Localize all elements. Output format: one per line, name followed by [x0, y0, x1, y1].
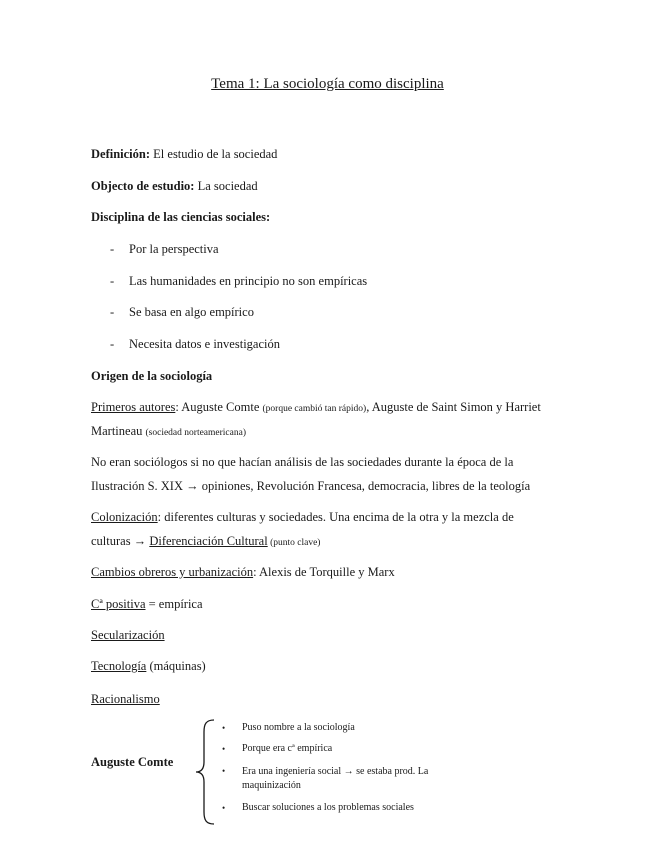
comte-item-3a: Era una ingeniería social — [242, 766, 342, 777]
disciplina-label: Disciplina de las ciencias sociales: — [91, 210, 271, 224]
bullet-icon: • — [222, 803, 226, 813]
colonizacion-line2 — [91, 534, 320, 549]
no-eran-line2 — [91, 479, 530, 494]
comte-item-1: Puso nombre a la sociología — [242, 722, 355, 733]
no-eran-text2: opiniones, Revolución Francesa, democracia, libres de la teología — [198, 479, 531, 493]
primeros-text3: Martineau — [91, 424, 146, 438]
list-item — [0, 242, 655, 258]
origen-heading — [91, 369, 212, 384]
primeros-text1: : Auguste Comte — [175, 400, 263, 414]
racionalismo: Racionalismo — [91, 692, 160, 706]
comte-item-3 — [242, 766, 428, 777]
primeros-text2: , Auguste de Saint Simon y Harriet — [366, 400, 541, 414]
arrow-icon: → — [343, 766, 354, 777]
list-item-text: Las humanidades en principio no son empíricas — [129, 274, 368, 288]
brace-icon — [194, 718, 218, 826]
primeros-note2: (sociedad norteamericana) — [145, 428, 246, 438]
colonizacion-text2: culturas — [91, 534, 134, 548]
primeros-note1: (porque cambió tan rápido) — [262, 404, 367, 414]
page-title: Tema 1: La sociología como disciplina — [211, 76, 444, 92]
dash-marker: - — [110, 274, 115, 288]
definicion — [91, 147, 277, 162]
primeros-label: Primeros autores — [91, 400, 176, 414]
arrow-icon: → — [186, 479, 199, 493]
comte-label-text: Auguste Comte — [91, 755, 174, 769]
cambios-label: Cambios obreros y urbanización — [91, 565, 254, 579]
comte-item-3c: maquinización — [242, 780, 301, 791]
definicion-label: Definición: — [91, 147, 151, 161]
tecnologia-label: Tecnología — [91, 659, 147, 673]
cambios-text: : Alexis de Torquille y Marx — [253, 565, 395, 579]
bullet-icon: • — [222, 766, 226, 776]
dash-marker: - — [110, 337, 115, 351]
disciplina-heading — [91, 210, 270, 225]
objecto-text: La sociedad — [194, 179, 258, 193]
bullet-icon: • — [222, 723, 226, 733]
comte-label — [91, 755, 173, 770]
objecto-label: Objecto de estudio: — [91, 179, 195, 193]
cpositiva-text: = empírica — [145, 597, 203, 611]
list-item — [0, 305, 655, 321]
cambios — [91, 565, 395, 580]
list-item-text: Necesita datos e investigación — [129, 337, 280, 351]
secularizacion: Secularización — [91, 628, 165, 642]
bullet-icon: • — [222, 744, 226, 754]
cpositiva — [91, 597, 203, 612]
primeros-line1 — [91, 400, 541, 415]
comte-item-4: Buscar soluciones a los problemas sociales — [242, 802, 414, 813]
list-item-text: Se basa en algo empírico — [129, 305, 254, 319]
colonizacion-line1 — [91, 510, 514, 525]
colonizacion-text: : diferentes culturas y sociedades. Una encima de la otra y la mezcla de — [157, 510, 514, 524]
comte-item-3b: se estaba prod. La — [356, 766, 429, 777]
definicion-text: El estudio de la sociedad — [150, 147, 278, 161]
no-eran-line1: No eran sociólogos si no que hacían análisis de las sociedades durante la época de la — [91, 455, 514, 469]
tecnologia — [91, 659, 206, 674]
origen-label: Origen de la sociología — [91, 369, 213, 383]
cpositiva-label: Cª positiva — [91, 597, 146, 611]
dash-marker: - — [110, 305, 115, 319]
list-item — [0, 274, 655, 290]
primeros-line2 — [91, 424, 246, 439]
objecto — [91, 179, 258, 194]
tecnologia-text: (máquinas) — [146, 659, 206, 673]
diferenciacion-label: Diferenciación Cultural — [149, 534, 268, 548]
colonizacion-note: (punto clave) — [267, 538, 321, 548]
dash-marker: - — [110, 242, 115, 256]
list-item — [0, 337, 655, 353]
comte-item-2: Porque era cª empírica — [242, 743, 333, 754]
arrow-icon: → — [133, 534, 147, 548]
list-item-text: Por la perspectiva — [129, 242, 219, 256]
colonizacion-label: Colonización — [91, 510, 158, 524]
no-eran-text: Ilustración S. XIX — [91, 479, 187, 493]
